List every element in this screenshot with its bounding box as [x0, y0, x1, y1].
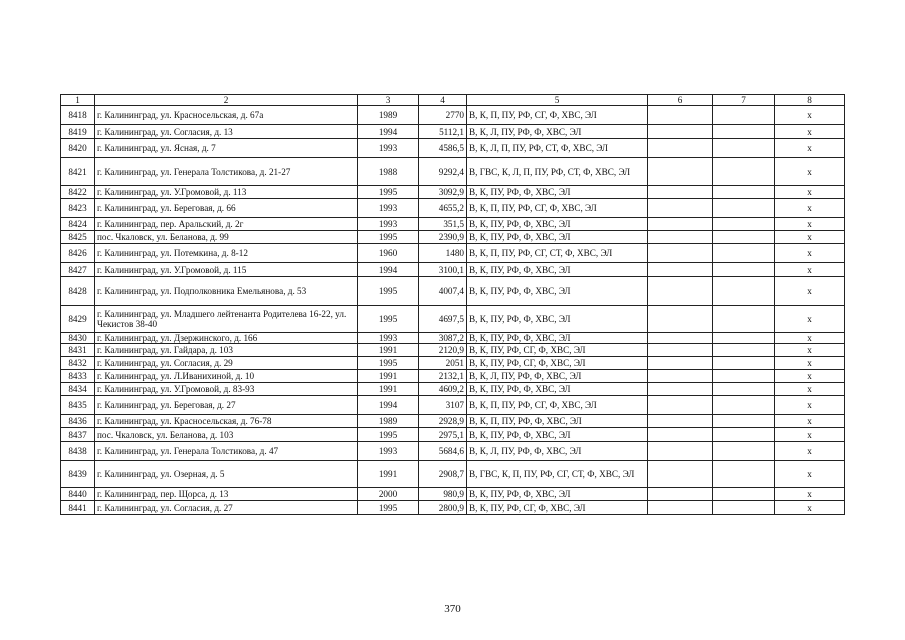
row-area: 9292,4	[419, 158, 467, 186]
table-row	[61, 158, 845, 186]
row-area: 2800,9	[419, 501, 467, 515]
row-number: 8424	[61, 218, 95, 231]
row-address: г. Калининград, ул. У.Громовой, д. 113	[95, 186, 358, 199]
row-col-8: х	[775, 442, 845, 461]
row-col-6	[648, 158, 713, 186]
table-row	[61, 396, 845, 415]
row-works: В, К, ПУ, РФ, СГ, Ф, ХВС, ЭЛ	[467, 357, 648, 370]
row-number: 8434	[61, 383, 95, 396]
table-row	[61, 139, 845, 158]
row-col-8: х	[775, 357, 845, 370]
row-col-6	[648, 186, 713, 199]
row-col-7	[713, 357, 775, 370]
row-col-6	[648, 442, 713, 461]
row-col-7	[713, 415, 775, 428]
row-address: г. Калининград, ул. Береговая, д. 66	[95, 199, 358, 218]
table-row	[61, 125, 845, 139]
row-col-6	[648, 333, 713, 344]
row-address: г. Калининград, ул. Красносельская, д. 76-78	[95, 415, 358, 428]
row-number: 8421	[61, 158, 95, 186]
row-col-7	[713, 501, 775, 515]
row-number: 8418	[61, 106, 95, 125]
row-year: 1993	[358, 442, 419, 461]
row-works: В, К, ПУ, РФ, Ф, ХВС, ЭЛ	[467, 428, 648, 442]
row-area: 351,5	[419, 218, 467, 231]
row-year: 1995	[358, 306, 419, 333]
row-area: 5112,1	[419, 125, 467, 139]
row-area: 980,9	[419, 488, 467, 501]
row-area: 2908,7	[419, 461, 467, 488]
row-number: 8419	[61, 125, 95, 139]
row-address: г. Калининград, ул. Береговая, д. 27	[95, 396, 358, 415]
row-col-8: х	[775, 158, 845, 186]
row-address: г. Калининград, ул. Красносельская, д. 67а	[95, 106, 358, 125]
row-year: 1995	[358, 186, 419, 199]
row-works: В, К, П, ПУ, РФ, СГ, Ф, ХВС, ЭЛ	[467, 199, 648, 218]
row-number: 8428	[61, 277, 95, 306]
header-col-5: 5	[467, 95, 648, 106]
row-year: 1993	[358, 139, 419, 158]
row-col-6	[648, 488, 713, 501]
row-works: В, К, ПУ, РФ, Ф, ХВС, ЭЛ	[467, 231, 648, 244]
row-col-7	[713, 139, 775, 158]
row-number: 8432	[61, 357, 95, 370]
row-number: 8420	[61, 139, 95, 158]
row-col-8: х	[775, 186, 845, 199]
row-area: 4586,5	[419, 139, 467, 158]
row-number: 8425	[61, 231, 95, 244]
table-row	[61, 277, 845, 306]
row-address: г. Калининград, пер. Аральский, д. 2г	[95, 218, 358, 231]
row-address: г. Калининград, ул. У.Громовой, д. 115	[95, 263, 358, 277]
row-col-8: х	[775, 428, 845, 442]
row-col-6	[648, 125, 713, 139]
row-year: 1993	[358, 218, 419, 231]
row-col-6	[648, 218, 713, 231]
row-col-7	[713, 106, 775, 125]
row-works: В, К, Л, П, ПУ, РФ, СТ, Ф, ХВС, ЭЛ	[467, 139, 648, 158]
row-number: 8429	[61, 306, 95, 333]
header-col-4: 4	[419, 95, 467, 106]
row-col-8: х	[775, 344, 845, 357]
row-col-7	[713, 306, 775, 333]
row-address: г. Калининград, ул. Согласия, д. 13	[95, 125, 358, 139]
row-area: 2975,1	[419, 428, 467, 442]
row-area: 2120,9	[419, 344, 467, 357]
table-body	[61, 106, 845, 515]
row-year: 1995	[358, 501, 419, 515]
row-area: 3087,2	[419, 333, 467, 344]
row-col-6	[648, 357, 713, 370]
row-area: 1480	[419, 244, 467, 263]
row-number: 8427	[61, 263, 95, 277]
row-area: 3092,9	[419, 186, 467, 199]
row-col-6	[648, 306, 713, 333]
row-year: 2000	[358, 488, 419, 501]
table-row	[61, 501, 845, 515]
row-col-8: х	[775, 199, 845, 218]
table-row	[61, 461, 845, 488]
row-col-6	[648, 344, 713, 357]
header-col-8: 8	[775, 95, 845, 106]
row-col-8: х	[775, 370, 845, 383]
row-col-8: х	[775, 415, 845, 428]
row-col-8: х	[775, 106, 845, 125]
row-works: В, К, ПУ, РФ, Ф, ХВС, ЭЛ	[467, 488, 648, 501]
row-works: В, К, Л, ПУ, РФ, Ф, ХВС, ЭЛ	[467, 370, 648, 383]
row-year: 1991	[358, 383, 419, 396]
row-col-8: х	[775, 306, 845, 333]
row-year: 1995	[358, 277, 419, 306]
row-year: 1991	[358, 344, 419, 357]
row-address: г. Калининград, ул. Младшего лейтенанта Родителева 16-22, ул. Чекистов 38-40	[95, 306, 358, 333]
row-col-6	[648, 370, 713, 383]
header-col-2: 2	[95, 95, 358, 106]
row-col-7	[713, 263, 775, 277]
row-address: г. Калининград, ул. У.Громовой, д. 83-93	[95, 383, 358, 396]
row-works: В, К, П, ПУ, РФ, СГ, Ф, ХВС, ЭЛ	[467, 396, 648, 415]
row-number: 8438	[61, 442, 95, 461]
row-year: 1991	[358, 370, 419, 383]
row-col-6	[648, 106, 713, 125]
row-col-6	[648, 139, 713, 158]
row-year: 1995	[358, 231, 419, 244]
row-area: 2390,9	[419, 231, 467, 244]
table-row	[61, 186, 845, 199]
row-col-7	[713, 158, 775, 186]
row-col-7	[713, 244, 775, 263]
row-col-7	[713, 442, 775, 461]
row-col-8: х	[775, 263, 845, 277]
row-area: 3100,1	[419, 263, 467, 277]
row-address: г. Калининград, ул. Гайдара, д. 103	[95, 344, 358, 357]
row-col-8: х	[775, 231, 845, 244]
table-row	[61, 357, 845, 370]
table-row	[61, 488, 845, 501]
row-year: 1993	[358, 333, 419, 344]
row-col-6	[648, 428, 713, 442]
row-works: В, К, ПУ, РФ, Ф, ХВС, ЭЛ	[467, 383, 648, 396]
row-works: В, К, ПУ, РФ, Ф, ХВС, ЭЛ	[467, 277, 648, 306]
row-works: В, ГВС, К, Л, П, ПУ, РФ, СТ, Ф, ХВС, ЭЛ	[467, 158, 648, 186]
row-col-6	[648, 461, 713, 488]
row-works: В, К, ПУ, РФ, СГ, Ф, ХВС, ЭЛ	[467, 344, 648, 357]
table-row	[61, 218, 845, 231]
row-works: В, К, ПУ, РФ, Ф, ХВС, ЭЛ	[467, 186, 648, 199]
row-col-7	[713, 199, 775, 218]
row-col-8: х	[775, 244, 845, 263]
row-col-6	[648, 277, 713, 306]
row-number: 8441	[61, 501, 95, 515]
row-year: 1994	[358, 263, 419, 277]
row-year: 1991	[358, 461, 419, 488]
row-year: 1989	[358, 106, 419, 125]
row-address: г. Калининград, ул. Озерная, д. 5	[95, 461, 358, 488]
housing-registry-table	[60, 94, 845, 515]
row-number: 8426	[61, 244, 95, 263]
header-col-7: 7	[713, 95, 775, 106]
row-col-6	[648, 383, 713, 396]
row-works: В, К, ПУ, РФ, Ф, ХВС, ЭЛ	[467, 218, 648, 231]
row-number: 8422	[61, 186, 95, 199]
row-col-8: х	[775, 383, 845, 396]
row-col-6	[648, 244, 713, 263]
row-col-7	[713, 488, 775, 501]
table-row	[61, 333, 845, 344]
row-works: В, К, ПУ, РФ, Ф, ХВС, ЭЛ	[467, 306, 648, 333]
row-col-7	[713, 333, 775, 344]
row-col-8: х	[775, 333, 845, 344]
row-works: В, К, ПУ, РФ, Ф, ХВС, ЭЛ	[467, 263, 648, 277]
row-address: пос. Чкаловск, ул. Беланова, д. 103	[95, 428, 358, 442]
row-col-8: х	[775, 125, 845, 139]
row-col-8: х	[775, 461, 845, 488]
table-row	[61, 263, 845, 277]
row-works: В, К, П, ПУ, РФ, СГ, СТ, Ф, ХВС, ЭЛ	[467, 244, 648, 263]
table-row	[61, 106, 845, 125]
table-row	[61, 199, 845, 218]
row-number: 8435	[61, 396, 95, 415]
row-col-8: х	[775, 396, 845, 415]
row-year: 1988	[358, 158, 419, 186]
row-number: 8437	[61, 428, 95, 442]
row-col-7	[713, 344, 775, 357]
row-number: 8440	[61, 488, 95, 501]
row-col-6	[648, 415, 713, 428]
row-col-8: х	[775, 139, 845, 158]
row-area: 2928,9	[419, 415, 467, 428]
row-address: пос. Чкаловск, ул. Беланова, д. 99	[95, 231, 358, 244]
row-year: 1995	[358, 428, 419, 442]
column-number-header	[61, 95, 845, 106]
row-area: 2051	[419, 357, 467, 370]
row-col-7	[713, 231, 775, 244]
row-col-7	[713, 125, 775, 139]
row-col-7	[713, 370, 775, 383]
row-col-7	[713, 277, 775, 306]
row-address: г. Калининград, пер. Щорса, д. 13	[95, 488, 358, 501]
row-year: 1993	[358, 199, 419, 218]
row-area: 2132,1	[419, 370, 467, 383]
table-row	[61, 231, 845, 244]
row-col-8: х	[775, 501, 845, 515]
row-address: г. Калининград, ул. Подполковника Емельянова, д. 53	[95, 277, 358, 306]
row-works: В, К, ПУ, РФ, СГ, Ф, ХВС, ЭЛ	[467, 501, 648, 515]
row-address: г. Калининград, ул. Генерала Толстикова, д. 47	[95, 442, 358, 461]
row-address: г. Калининград, ул. Потемкина, д. 8-12	[95, 244, 358, 263]
row-number: 8430	[61, 333, 95, 344]
row-number: 8431	[61, 344, 95, 357]
row-col-8: х	[775, 277, 845, 306]
row-col-8: х	[775, 218, 845, 231]
table-row	[61, 306, 845, 333]
row-col-7	[713, 461, 775, 488]
row-number: 8433	[61, 370, 95, 383]
header-col-3: 3	[358, 95, 419, 106]
row-area: 4697,5	[419, 306, 467, 333]
header-col-6: 6	[648, 95, 713, 106]
row-area: 5684,6	[419, 442, 467, 461]
row-col-6	[648, 396, 713, 415]
row-col-8: х	[775, 488, 845, 501]
table-row	[61, 370, 845, 383]
row-works: В, К, Л, ПУ, РФ, Ф, ХВС, ЭЛ	[467, 125, 648, 139]
row-address: г. Калининград, ул. Л.Иванихиной, д. 10	[95, 370, 358, 383]
row-col-7	[713, 428, 775, 442]
table-row	[61, 428, 845, 442]
row-works: В, К, Л, ПУ, РФ, Ф, ХВС, ЭЛ	[467, 442, 648, 461]
row-address: г. Калининград, ул. Ясная, д. 7	[95, 139, 358, 158]
row-address: г. Калининград, ул. Дзержинского, д. 166	[95, 333, 358, 344]
row-address: г. Калининград, ул. Генерала Толстикова, д. 21-27	[95, 158, 358, 186]
row-area: 4609,2	[419, 383, 467, 396]
row-works: В, К, ПУ, РФ, Ф, ХВС, ЭЛ	[467, 333, 648, 344]
row-year: 1994	[358, 125, 419, 139]
row-col-7	[713, 396, 775, 415]
page-number: 370	[444, 603, 461, 615]
row-area: 4655,2	[419, 199, 467, 218]
row-area: 4007,4	[419, 277, 467, 306]
row-works: В, К, П, ПУ, РФ, СГ, Ф, ХВС, ЭЛ	[467, 106, 648, 125]
row-works: В, К, П, ПУ, РФ, Ф, ХВС, ЭЛ	[467, 415, 648, 428]
row-col-6	[648, 199, 713, 218]
header-col-1: 1	[61, 95, 95, 106]
row-area: 2770	[419, 106, 467, 125]
table-row	[61, 344, 845, 357]
row-col-7	[713, 383, 775, 396]
table-row	[61, 383, 845, 396]
row-address: г. Калининград, ул. Согласия, д. 29	[95, 357, 358, 370]
row-year: 1960	[358, 244, 419, 263]
row-col-6	[648, 231, 713, 244]
row-year: 1989	[358, 415, 419, 428]
table-row	[61, 244, 845, 263]
row-address: г. Калининград, ул. Согласия, д. 27	[95, 501, 358, 515]
row-year: 1995	[358, 357, 419, 370]
table-row	[61, 442, 845, 461]
row-number: 8439	[61, 461, 95, 488]
row-col-7	[713, 186, 775, 199]
row-area: 3107	[419, 396, 467, 415]
row-col-7	[713, 218, 775, 231]
table-row	[61, 415, 845, 428]
row-col-6	[648, 263, 713, 277]
row-works: В, ГВС, К, П, ПУ, РФ, СГ, СТ, Ф, ХВС, ЭЛ	[467, 461, 648, 488]
row-number: 8436	[61, 415, 95, 428]
row-year: 1994	[358, 396, 419, 415]
row-number: 8423	[61, 199, 95, 218]
row-col-6	[648, 501, 713, 515]
